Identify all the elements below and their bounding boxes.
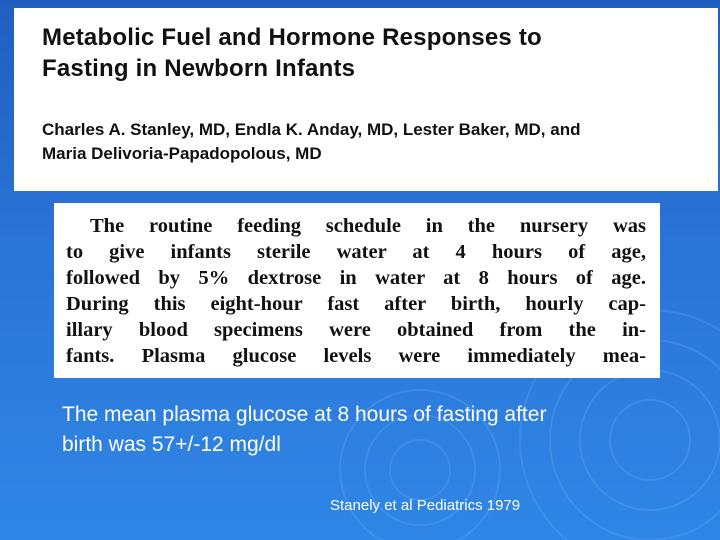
summary-line: birth was 57+/-12 mg/dl <box>62 433 281 456</box>
excerpt-line: fants. Plasma glucose levels were immediately mea- <box>66 345 646 367</box>
citation-text: Stanely et al Pediatrics 1979 <box>330 497 521 514</box>
article-excerpt-panel <box>54 203 660 378</box>
article-authors <box>42 118 718 166</box>
article-title-line: Fasting in Newborn Infants <box>42 55 356 82</box>
article-header-panel <box>14 8 718 191</box>
summary-line: The mean plasma glucose at 8 hours of fasting after <box>62 403 547 426</box>
author-line: Charles A. Stanley, MD, Endla K. Anday, MD, Lester Baker, MD, and <box>42 120 581 139</box>
excerpt-line: to give infants sterile water at 4 hours of age, <box>66 241 646 263</box>
excerpt-line: The routine feeding schedule in the nursery was <box>90 215 646 237</box>
summary-text <box>62 400 702 460</box>
excerpt-line: followed by 5% dextrose in water at 8 hours of age. <box>66 267 646 289</box>
excerpt-line: During this eight-hour fast after birth, hourly cap- <box>66 293 646 315</box>
article-title <box>42 22 718 84</box>
excerpt-line: illary blood specimens were obtained from the in- <box>66 319 646 341</box>
article-title-line: Metabolic Fuel and Hormone Responses to <box>42 24 542 51</box>
author-line: Maria Delivoria-Papadopolous, MD <box>42 144 322 163</box>
